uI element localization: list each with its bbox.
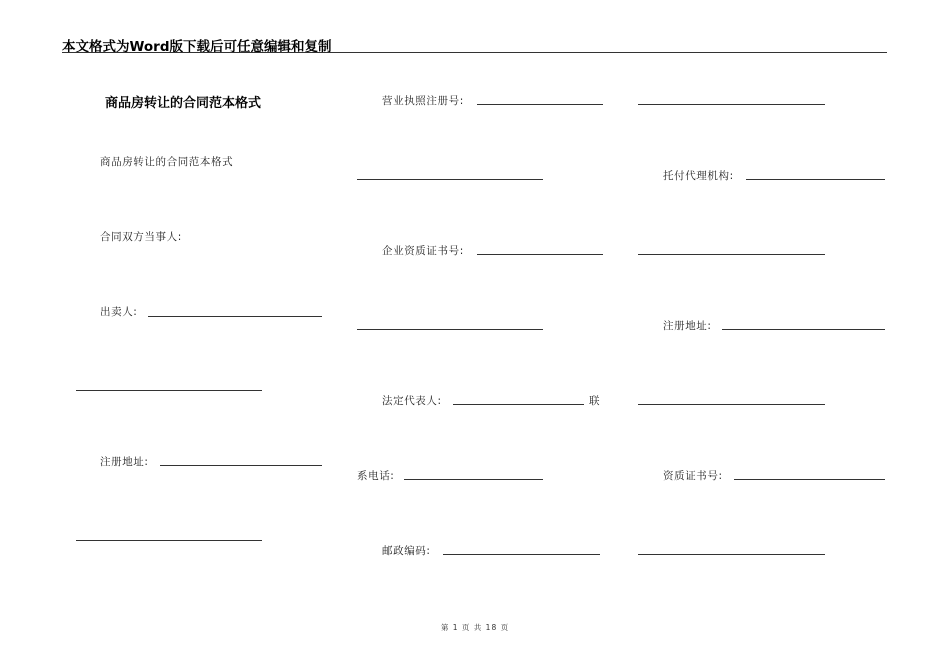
col3-blank-2[interactable]: [638, 254, 825, 255]
seller-blank-continued[interactable]: [76, 390, 262, 391]
col3-blank-3[interactable]: [638, 404, 825, 405]
phone-blank[interactable]: [404, 479, 543, 480]
agent-reg-address-label: 注册地址:: [663, 320, 712, 332]
phone-label: 系电话:: [357, 470, 395, 482]
seller-reg-address-blank-continued[interactable]: [76, 540, 262, 541]
seller-blank[interactable]: [148, 316, 322, 317]
subtitle-text: 商品房转让的合同范本格式: [100, 156, 234, 168]
col3-blank-4[interactable]: [638, 554, 825, 555]
seller-reg-address-label: 注册地址:: [100, 456, 149, 468]
page-number: 第 1 页 共 18 页: [440, 623, 510, 632]
legal-rep-label: 法定代表人:: [382, 395, 442, 407]
postcode-blank[interactable]: [443, 554, 600, 555]
col3-blank-1[interactable]: [638, 104, 825, 105]
agent-cert-blank[interactable]: [734, 479, 885, 480]
parties-label: 合同双方当事人:: [100, 231, 182, 243]
qualification-cert-blank-continued[interactable]: [357, 329, 543, 330]
qualification-cert-label: 企业资质证书号:: [382, 245, 464, 257]
postcode-label: 邮政编码:: [382, 545, 431, 557]
seller-label: 出卖人:: [100, 306, 138, 318]
document-header: 本文格式为Word版下载后可任意编辑和复制: [62, 39, 332, 55]
seller-reg-address-blank[interactable]: [160, 465, 322, 466]
agent-blank[interactable]: [746, 179, 885, 180]
agent-reg-address-blank[interactable]: [722, 329, 885, 330]
business-license-label: 营业执照注册号:: [382, 95, 464, 107]
document-title: 商品房转让的合同范本格式: [105, 96, 262, 111]
agent-cert-label: 资质证书号:: [663, 470, 723, 482]
legal-rep-blank[interactable]: [453, 404, 584, 405]
qualification-cert-blank[interactable]: [477, 254, 603, 255]
contact-suffix-text: 联: [589, 395, 601, 407]
business-license-blank-continued[interactable]: [357, 179, 543, 180]
header-divider: [62, 52, 887, 53]
agent-label: 托付代理机构:: [663, 170, 734, 182]
business-license-blank[interactable]: [477, 104, 603, 105]
